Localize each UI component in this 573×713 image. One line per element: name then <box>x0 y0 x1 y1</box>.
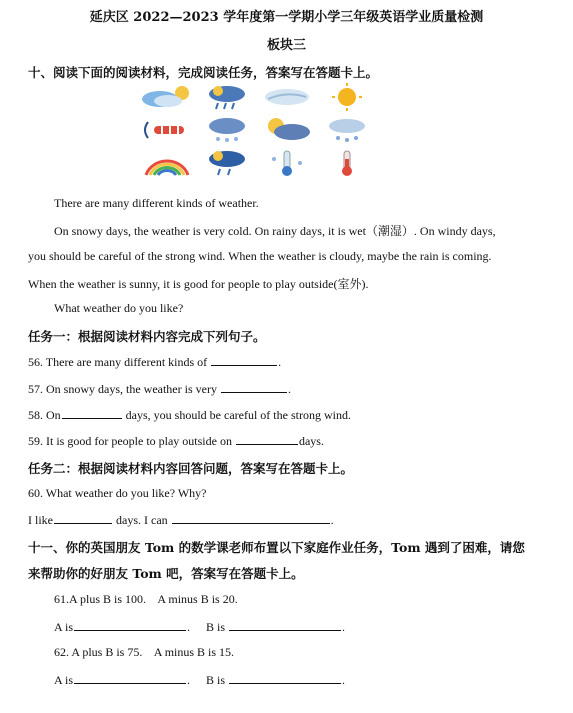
q62-b-blank[interactable] <box>229 672 341 684</box>
passage-line-3: you should be careful of the strong wind. When the weather is cloudy, maybe the rain is coming. <box>28 249 492 263</box>
q56-end: . <box>278 355 282 369</box>
snow-cloud-icon <box>320 116 374 144</box>
q60-end: . <box>330 513 334 527</box>
question-62-answer <box>54 672 345 688</box>
cold-thermometer-icon <box>260 149 314 177</box>
q60-blank-weather[interactable] <box>54 512 112 524</box>
sun-icon <box>320 83 374 111</box>
question-61-answer <box>54 619 345 635</box>
question-60: 60. What weather do you like? Why? <box>28 486 207 500</box>
hot-thermometer-icon <box>320 149 374 177</box>
q60-can: days. I can <box>116 513 168 527</box>
q57-text: 57. On snowy days, the weather is very <box>28 382 217 396</box>
q57-end: . <box>287 382 291 396</box>
section11-heading-line1: 十一、你的英国朋友 Tom 的数学课老师布置以下家庭作业任务，Tom 遇到了困难，请您 <box>28 540 525 555</box>
rainbow-icon <box>140 149 194 177</box>
passage-line-1: There are many different kinds of weather. <box>54 196 259 210</box>
q62-a-label: A is <box>54 673 74 687</box>
q56-text: 56. There are many different kinds of <box>28 355 208 369</box>
block-title: 板块三 <box>266 38 306 53</box>
question-59 <box>28 433 324 449</box>
task2-heading: 任务二：根据阅读材料内容回答问题，答案写在答题卡上。 <box>28 461 354 476</box>
task1-heading: 任务一：根据阅读材料内容完成下列句子。 <box>28 329 266 344</box>
weather-icons-image <box>140 83 372 177</box>
q57-blank[interactable] <box>221 381 287 393</box>
q61-a-label: A is <box>54 620 74 634</box>
q61-a-blank[interactable] <box>74 619 186 631</box>
section11-heading-line2: 来帮助你的好朋友 Tom 吧，答案写在答题卡上。 <box>28 566 304 581</box>
snow-cloud-icon <box>200 116 254 144</box>
sun-cloud-icon <box>140 83 194 111</box>
sun-cloud-icon <box>260 116 314 144</box>
q59-end: days. <box>298 434 324 448</box>
wind-icon <box>140 116 194 144</box>
section10-heading: 十、阅读下面的阅读材料，完成阅读任务，答案写在答题卡上。 <box>28 65 379 80</box>
snow-rain-cloud-icon <box>200 149 254 177</box>
q61-b-blank[interactable] <box>229 619 341 631</box>
q62-a-end: . <box>187 673 191 687</box>
question-61: 61.A plus B is 100. A minus B is 20. <box>54 592 238 606</box>
passage-line-4: When the weather is sunny, it is good for people to play outside(室外). <box>28 277 369 291</box>
q60-like: I like <box>28 513 53 527</box>
passage-line-5: What weather do you like? <box>54 301 184 315</box>
q61-a-end: . <box>187 620 191 634</box>
q59-blank[interactable] <box>236 433 298 445</box>
q56-blank[interactable] <box>211 354 277 366</box>
rain-cloud-icon <box>200 83 254 111</box>
q59-text: 59. It is good for people to play outside on <box>28 434 232 448</box>
question-57 <box>28 381 291 397</box>
q62-a-blank[interactable] <box>74 672 186 684</box>
q58-text: 58. On <box>28 408 61 422</box>
q61-b-end: . <box>342 620 346 634</box>
q62-b-end: . <box>342 673 346 687</box>
q60-blank-activity[interactable] <box>172 512 330 524</box>
q61-b-label: B is <box>206 620 226 634</box>
question-60-answer <box>28 512 334 528</box>
q58-blank[interactable] <box>62 407 122 419</box>
q58-end: days, you should be careful of the strong wind. <box>125 408 351 422</box>
question-56 <box>28 354 281 370</box>
exam-title: 延庆区 2022—2023 学年度第一学期小学三年级英语学业质量检测 <box>89 10 484 25</box>
question-62: 62. A plus B is 75. A minus B is 15. <box>54 645 235 659</box>
passage-line-2: On snowy days, the weather is very cold. On rainy days, it is wet（潮湿）. On windy days, <box>54 224 496 238</box>
q62-b-label: B is <box>206 673 226 687</box>
wind-cloud-icon <box>260 83 314 111</box>
question-58 <box>28 407 351 423</box>
